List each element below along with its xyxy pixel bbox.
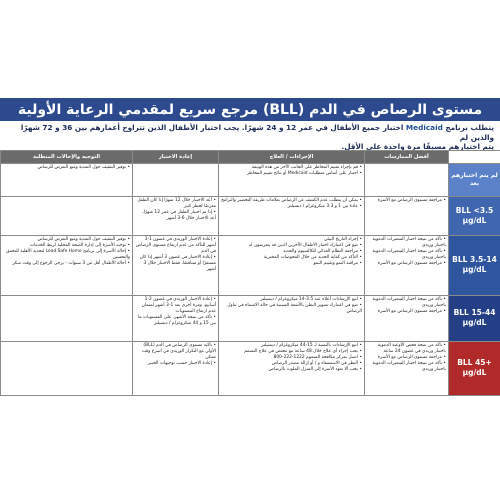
guidance-cell bbox=[1, 296, 133, 342]
actions-cell bbox=[219, 164, 365, 197]
actions-cell bbox=[219, 235, 365, 295]
list-item: • إحالة الأسرة إلى برنامج Lead Safe Home لتحديد الأهلية للتحقق والتحسين bbox=[3, 249, 130, 261]
retest-cell bbox=[133, 164, 219, 197]
intro-medicaid: Medicaid bbox=[405, 123, 443, 132]
guidance-cell bbox=[1, 164, 133, 197]
header-retest: إعادة الاختبار bbox=[133, 151, 219, 164]
guidance-cell bbox=[1, 341, 133, 395]
level-cell: BLL 45+ µg/dL bbox=[449, 341, 500, 395]
list-item: • أعد الاختبار خلال 12 شهرًا إذا كان الطفل معرضًا لخطر كبير bbox=[135, 198, 216, 210]
header-corner bbox=[449, 151, 500, 164]
table-row bbox=[1, 296, 500, 342]
list-item: • قم بإجراء تقييم المخاطر على الجانب الآخر من هذه الوثيقة bbox=[221, 165, 362, 171]
list-item: • مراجعة مستوى الرصاص مع الأسرة bbox=[367, 355, 446, 361]
level-cell: BLL 15-44 µg/dL bbox=[449, 296, 500, 342]
list-item: • مراجعة مستوى الرصاص مع الأسرة bbox=[367, 309, 446, 315]
list-item: • توجيه الأسرة إلى إدارة الصحة المحلية لربط الخدمات bbox=[3, 243, 130, 249]
monitoring-cell bbox=[365, 197, 449, 235]
intro-line2: يتم اختبارهم مسبقًا مرة واحدة على الأقل. bbox=[341, 142, 494, 151]
level-cell: BLL <3.5 µg/dL bbox=[449, 197, 500, 235]
list-item: • يجب إجراء أي علاج خلال 48 ساعة مع مختص في علاج التسمم bbox=[221, 349, 362, 355]
list-item: • توفير التثقيف حول التغذية ومنع التعرض للرصاص bbox=[3, 165, 130, 171]
list-item: • إجراء التاريخ البيئي bbox=[221, 237, 362, 243]
monitoring-cell bbox=[365, 235, 449, 295]
list-item: • مراجعة مستوى الرصاص مع الأسرة bbox=[367, 261, 446, 267]
header-actions: الإجراءات / العلاج bbox=[219, 151, 365, 164]
list-item: • مراجعة مستوى الرصاص مع الأسرة bbox=[367, 198, 446, 204]
list-item: • تأكد من نتيجة فحص الأوعية الدموية باختبار وريدي في غضون 24 ساعة bbox=[367, 343, 446, 355]
retest-cell bbox=[133, 296, 219, 342]
header-guidance: التوجيه والإحالات المتطلبة bbox=[1, 151, 133, 164]
intro-line1-start: يتطلب برنامج bbox=[445, 123, 494, 132]
page-title: مستوى الرصاص في الدم (BLL) مرجع سريع لمقدمي الرعاية الأولية bbox=[0, 98, 500, 121]
list-item: • تأكد من نتيجة اختبار الشعيرات الدموية باختبار وريدي bbox=[367, 249, 446, 261]
monitoring-cell bbox=[365, 164, 449, 197]
intro-line1-end: اختبار جميع الأطفال في عمر 12 و 24 شهرًا. يجب اختبار الأطفال الذين تتراوح أعمارهم بين 36 و 72 شهرًا والذين لم bbox=[20, 123, 494, 142]
retest-cell bbox=[133, 341, 219, 395]
list-item: • يمكن أن يتطلب عدم الكشف عن الرصاص بعلامات طريقة التحضير والبرامج bbox=[221, 198, 362, 204]
list-item: • اتبع الإرشادات بالنسبة لـ 15-44 ميكروغرام / ديسيلتر bbox=[221, 343, 362, 349]
level-cell: لم يتم اختبارهم بعد bbox=[449, 164, 500, 197]
list-item: • إعادة الاختبار في غضون 3 أشهر إذا كان مستقرًا أو متناقصًا، فقط الاختبار خلال 3 أشهر bbox=[135, 255, 216, 273]
guidance-cell bbox=[1, 235, 133, 295]
actions-cell bbox=[219, 296, 365, 342]
quick-reference-card bbox=[0, 98, 500, 398]
list-item: • إذا تم اختبار الطفل في عمر 12 شهرًا، أعد الاختبار خلال 6-3 أشهر bbox=[135, 210, 216, 222]
list-item: • اتبع الإرشادات أعلاه عند 3.5-14 ميكروغرام / ديسيلتر bbox=[221, 297, 362, 303]
monitoring-cell bbox=[365, 341, 449, 395]
table-row bbox=[1, 164, 500, 197]
table-row bbox=[1, 197, 500, 235]
actions-cell bbox=[219, 341, 365, 395]
list-item: • تأكد من نتيجة اختبار الشعيرات الدموية باختبار وريدي bbox=[367, 361, 446, 373]
retest-cell bbox=[133, 197, 219, 235]
table-row bbox=[1, 235, 500, 295]
list-item: • تأكد من نتيجة اختبار الشعيرات الدموية باختبار وريدي bbox=[367, 237, 446, 249]
list-item: • مراقبة النمو وتقييم النمو bbox=[221, 261, 362, 267]
list-item: • توفير التثقيف حول التغذية ومنع التعرض للرصاص bbox=[3, 237, 130, 243]
list-item: • ضع في اعتبارك تصوير البطن بالأشعة السينية في حالة الاشتباه في تناول الرصاص bbox=[221, 303, 362, 315]
table-header-row bbox=[1, 151, 500, 164]
table-row bbox=[1, 341, 500, 395]
list-item: • تأكد من نتيجة اختبار الشعيرات الدموية باختبار وريدي bbox=[367, 297, 446, 309]
list-item: • مراجعة النظام الغذائي للكالسيوم والحديد bbox=[221, 249, 362, 255]
list-item: • إعادة الاختبار الوريدي في غضون 1-3 أشهر للتأكد من عدم ارتفاع مستوى الرصاص في الدم bbox=[135, 237, 216, 255]
list-item: • أحالة الأطفال أقل من 3 سنوات - يرجى الرجوع إلى وقت مبكر bbox=[3, 261, 130, 267]
level-cell: BLL 3.5-14 µg/dL bbox=[449, 235, 500, 295]
list-item: • إعادة الاختبار حسب توجيهات الخبير bbox=[135, 361, 216, 367]
list-item: • تأكيد مستوى الرصاص في الدم (BLL) الأولي مع التكرار الوريدي في أسرع وقت ممكن bbox=[135, 343, 216, 361]
list-item: • يجب ألا تعود الأسرة إلى المنزل الملوث بالرصاص bbox=[221, 367, 362, 373]
list-item: • ضع في اعتبارك اختبار الأطفال الآخرين الذين قد يتعرضون له bbox=[221, 243, 362, 249]
list-item: • اختبار على أساس متطلبات Medicaid أو نتائج تقييم المخاطر bbox=[221, 171, 362, 177]
retest-cell bbox=[133, 235, 219, 295]
reference-table bbox=[0, 150, 500, 396]
list-item: • اتصل بمركز مكافحة السموم 1222-222-800 bbox=[221, 355, 362, 361]
actions-cell bbox=[219, 197, 365, 235]
monitoring-cell bbox=[365, 296, 449, 342]
list-item: • إعادة الاختبار الوريدي في غضون 2-1 أسابيع، ومرة أخرى بعد 1-3 أشهر لضمان عدم ارتفاع المستويات bbox=[135, 297, 216, 315]
list-item: • تأكد من نتيجة الأشهر. على المستويات ما بين 15 و 44 ميكروغرام / ديسيلتر bbox=[135, 315, 216, 327]
list-item: • التأكد من كفاية الحديد من خلال الفحوصات المخبرية bbox=[221, 255, 362, 261]
guidance-cell bbox=[1, 197, 133, 235]
list-item: • النظر في الاستشفاء و / أو إزالة مصدر الرصاص bbox=[221, 361, 362, 367]
intro-text bbox=[6, 123, 494, 151]
header-monitoring: أفضل الممارسات bbox=[365, 151, 449, 164]
list-item: • عادة بين 1 و 3.3 ميكروغرام / ديسيلتر bbox=[221, 204, 362, 210]
